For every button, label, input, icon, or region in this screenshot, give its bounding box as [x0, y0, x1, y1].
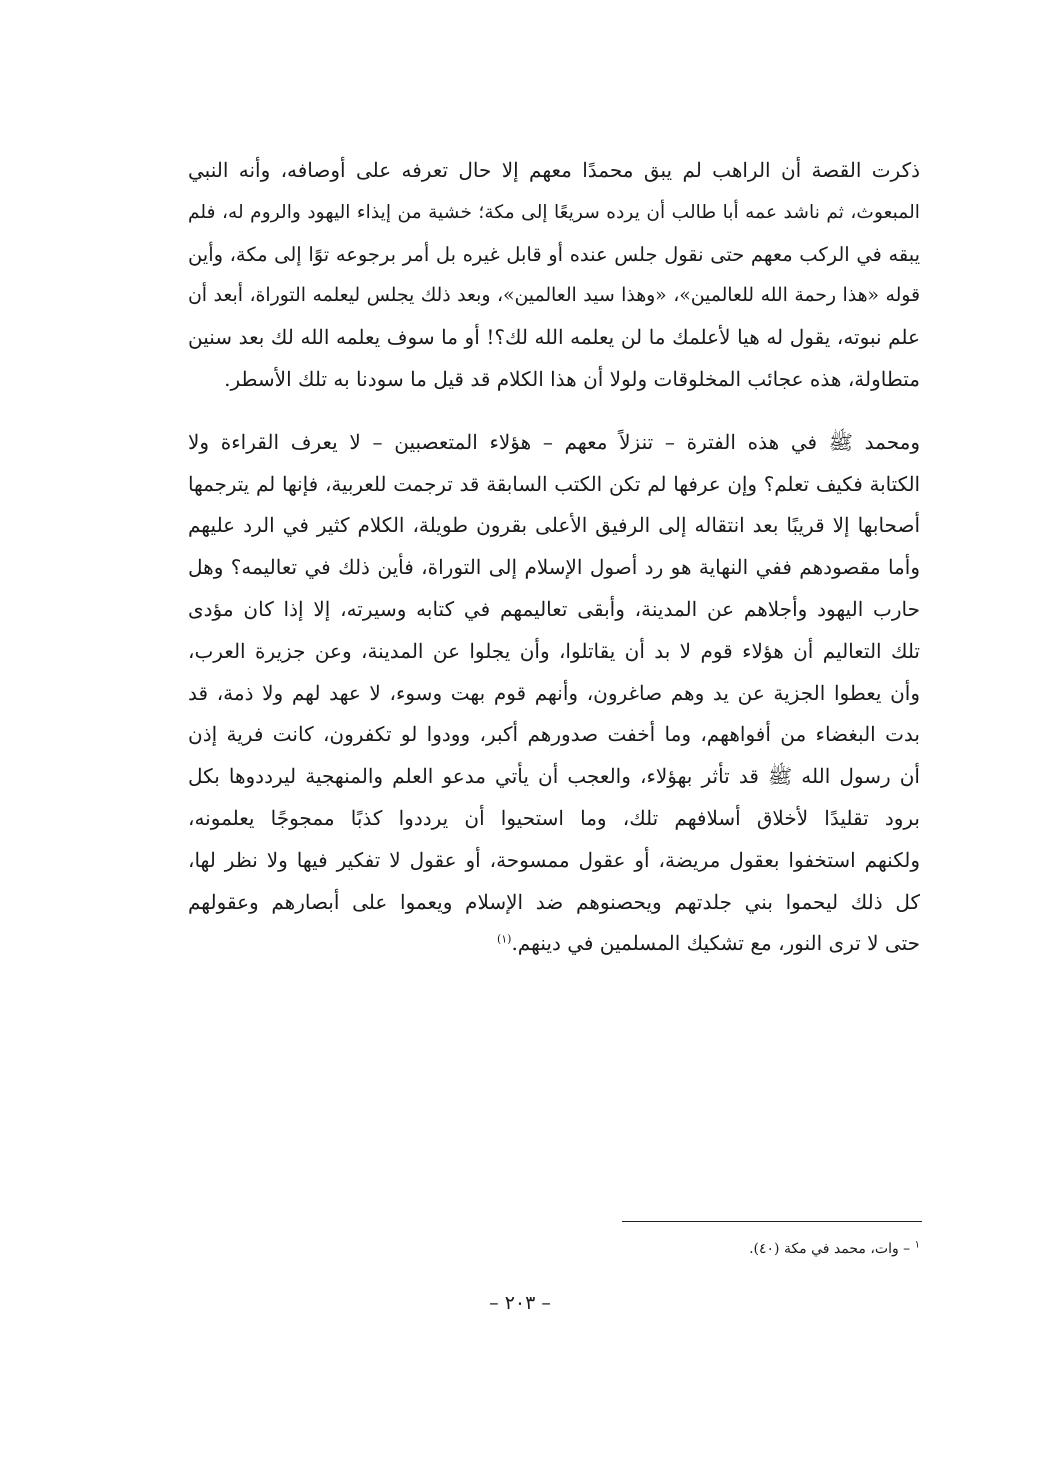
paragraph-line: ولكنهم استخفوا بعقول مريضة، أو عقول ممسوحة، أو عقول لا تفكير فيها ولا نظر لها، [188, 847, 920, 872]
paragraph-last-line [188, 923, 920, 965]
paragraph-line: بدت البغضاء من أفواههم، وما أخفت صدورهم أكبر، وودوا لو تكفرون، كانت فرية إذن [188, 722, 920, 747]
paragraph-1 [188, 150, 920, 401]
paragraph-line: حارب اليهود وأجلاهم عن المدينة، وأبقى تعاليمهم في كتابه وسيرته، إلا إذا كان مؤدى [188, 596, 920, 621]
page-number: – ٢٠٣ – [489, 1292, 551, 1314]
paragraph-line: المبعوث، ثم ناشد عمه أبا طالب أن يرده سريعًا إلى مكة؛ خشية من إيذاء اليهود والروم له، فلم [188, 201, 920, 223]
paragraph-line: الكتابة فكيف تعلم؟ وإن عرفها لم تكن الكتب السابقة قد ترجمت للعربية، فإنها لم يترجمها [188, 472, 920, 496]
paragraph-line: أن رسول الله ﷺ قد تأثر بهؤلاء، والعجب أن يأتي مدعو العلم والمنهجية ليرددوها بكل [188, 764, 920, 789]
paragraph-line: تلك التعاليم أن هؤلاء قوم لا بد أن يقاتلوا، وأن يجلوا عن المدينة، وعن جزيرة العرب، [188, 638, 920, 663]
footnote [749, 1238, 920, 1260]
paragraph-line: أصحابها إلا قريبًا بعد انتقاله إلى الرفيق الأعلى بقرون طويلة، الكلام كثير في الرد عليهم [188, 513, 920, 538]
paragraph-line: ذكرت القصة أن الراهب لم يبق محمدًا معهم إلا حال تعرفه على أوصافه، وأنه النبي [188, 158, 920, 182]
paragraph-line: يبقه في الركب معهم حتى نقول جلس عنده أو قابل غيره بل أمر برجوعه توًا إلى مكة، وأين [188, 242, 920, 266]
paragraph-spacer [188, 401, 920, 422]
footnote-reference[interactable]: (١) [496, 932, 512, 946]
footnote-separator [622, 1221, 922, 1222]
paragraph-last-line-text: حتى لا ترى النور، مع تشكيك المسلمين في دينهم. [511, 931, 920, 956]
main-text [188, 150, 920, 965]
paragraph-line: وأن يعطوا الجزية عن يد وهم صاغرون، وأنهم قوم بهت وسوء، لا عهد لهم ولا ذمة، قد [188, 680, 920, 705]
paragraph-line: برود تقليدًا لأخلاق أسلافهم تلك، وما استحيوا أن يرددوا كذبًا ممجوجًا يعلمونه، [188, 805, 920, 830]
paragraph-line: قوله «هذا رحمة الله للعالمين»، «وهذا سيد العالمين»، وبعد ذلك يجلس ليعلمه التوراة، أبعد أن [188, 285, 920, 307]
paragraph-line: متطاولة، هذه عجائب المخلوقات ولولا أن هذا الكلام قد قيل ما سودنا به تلك الأسطر. [224, 366, 920, 391]
paragraph-line: علم نبوته، يقول له هيا لأعلمك ما لن يعلمه الله لك؟! أو ما سوف يعلمه الله لك بعد سنين [188, 325, 920, 350]
footnote-number: ١ [914, 1239, 920, 1251]
paragraph-line: ومحمد ﷺ في هذه الفترة – تنزلاً معهم – هؤلاء المتعصبين – لا يعرف القراءة ولا [188, 429, 920, 454]
footnote-text: – وات، محمد في مكة (٤٠). [749, 1241, 911, 1257]
paragraph-line: وأما مقصودهم ففي النهاية هو رد أصول الإسلام إلى التوراة، فأين ذلك في تعاليمه؟ وهل [188, 555, 920, 580]
paragraph-2 [188, 422, 920, 965]
paragraph-line: كل ذلك ليحموا بني جلدتهم ويحصنوهم ضد الإسلام ويعموا على أبصارهم وعقولهم [188, 889, 920, 914]
